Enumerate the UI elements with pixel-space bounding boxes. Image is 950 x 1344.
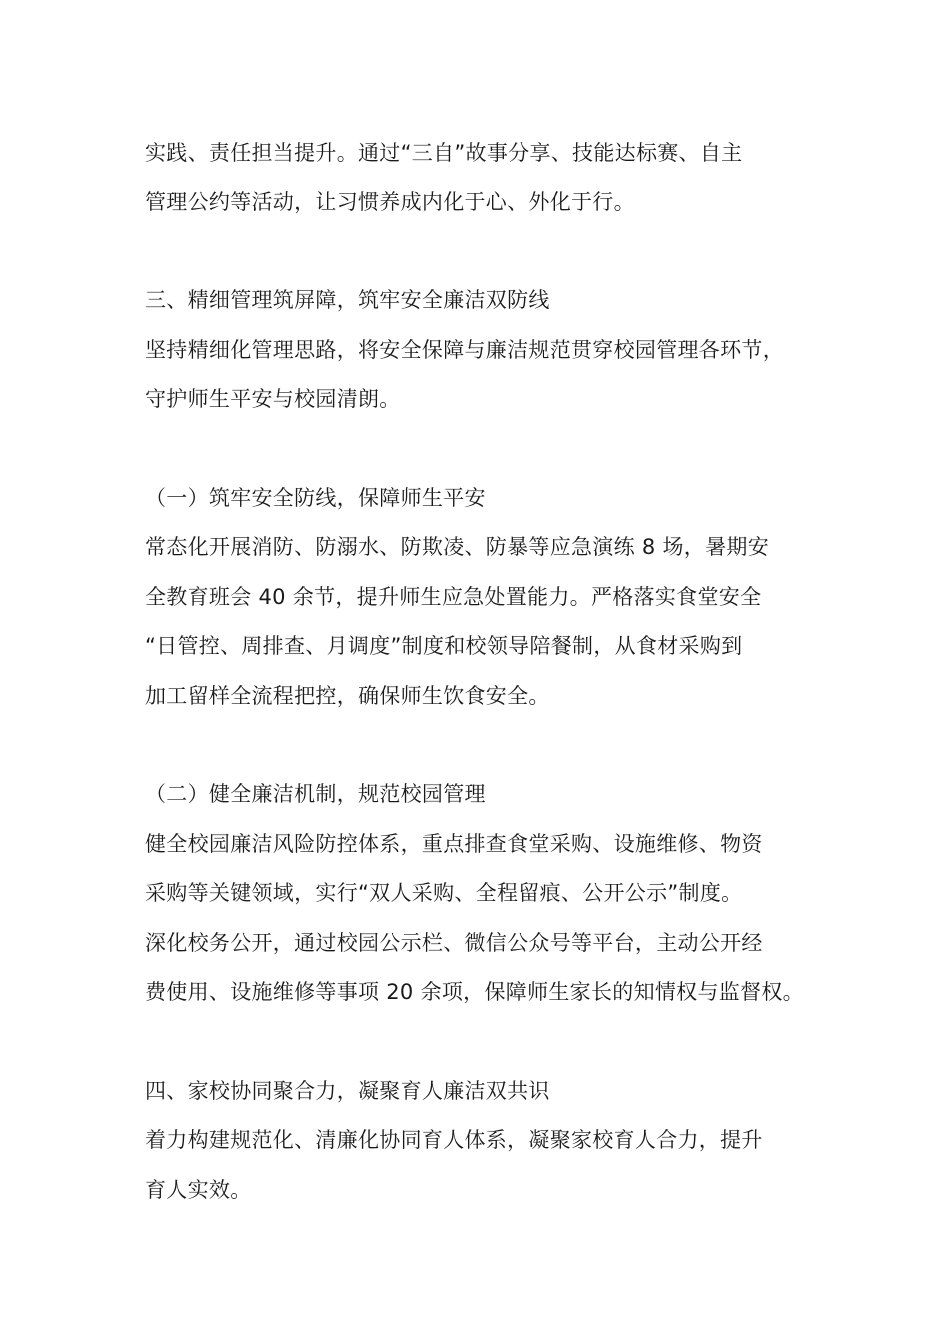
section-heading: 三、精细管理筑屏障，筑牢安全廉洁双防线 bbox=[145, 288, 550, 312]
paragraph-line: “日管控、周排查、月调度”制度和校领导陪餐制，从食材采购到 bbox=[145, 634, 743, 658]
paragraph-line: 守护师生平安与校园清朗。 bbox=[145, 387, 401, 411]
paragraph-line: 健全校园廉洁风险防控体系，重点排查食堂采购、设施维修、物资 bbox=[145, 832, 763, 856]
paragraph-line: 实践、责任担当提升。通过“三自”故事分享、技能达标赛、自主 bbox=[145, 141, 743, 165]
subsection-heading: （一）筑牢安全防线，保障师生平安 bbox=[145, 486, 486, 510]
paragraph-line: 着力构建规范化、清廉化协同育人体系，凝聚家校育人合力，提升 bbox=[145, 1128, 763, 1152]
subsection-heading: （二）健全廉洁机制，规范校园管理 bbox=[145, 782, 486, 806]
paragraph-line: 全教育班会 40 余节，提升师生应急处置能力。严格落实食堂安全 bbox=[145, 585, 762, 609]
paragraph-line: 管理公约等活动，让习惯养成内化于心、外化于行。 bbox=[145, 190, 635, 214]
paragraph-line: 坚持精细化管理思路，将安全保障与廉洁规范贯穿校园管理各环节， bbox=[145, 338, 784, 362]
paragraph-line: 费使用、设施维修等事项 20 余项，保障师生家长的知情权与监督权。 bbox=[145, 980, 804, 1004]
paragraph-line: 深化校务公开，通过校园公示栏、微信公众号等平台，主动公开经 bbox=[145, 931, 763, 955]
paragraph-line: 加工留样全流程把控，确保师生饮食安全。 bbox=[145, 684, 550, 708]
paragraph-line: 常态化开展消防、防溺水、防欺凌、防暴等应急演练 8 场，暑期安 bbox=[145, 535, 770, 559]
section-heading: 四、家校协同聚合力，凝聚育人廉洁双共识 bbox=[145, 1079, 550, 1103]
paragraph-line: 采购等关键领域，实行“双人采购、全程留痕、公开公示”制度。 bbox=[145, 881, 743, 905]
paragraph-line: 育人实效。 bbox=[145, 1178, 252, 1202]
